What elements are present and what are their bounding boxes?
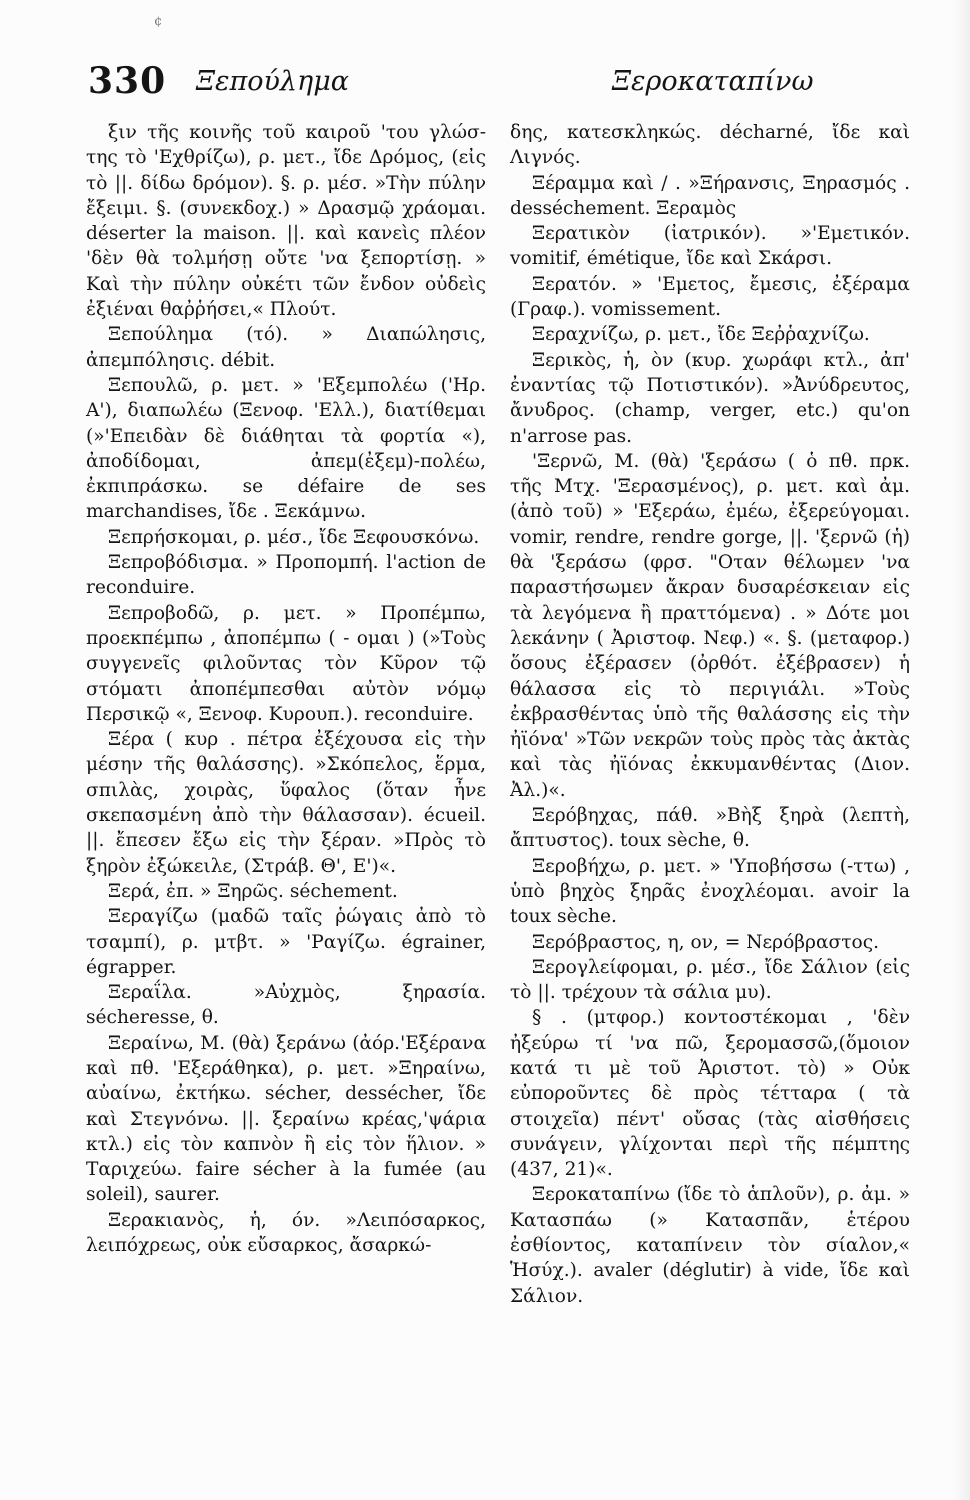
page-edge-shadow (952, 0, 970, 1500)
dictionary-entry: Ξεπούλημα (τό). » Διαπώλησις, ἀπεμπόλησις. débit. (86, 324, 486, 371)
dictionary-entry: Ξεροκαταπίνω (ἴδε τὸ ἁπλοῦν), ρ. ἀμ. » Κατασπάω (» Κατασπᾶν, ἑτέρου ἐσθίοντος, καταπίνειν τὸν σίαλον,« Ἡσύχ.). avaler (déglutir) à vide, ἴδε καὶ Σάλιον. (510, 1184, 910, 1307)
dictionary-entry: Ξερά, ἐπ. » Ξηρῶς. séchement. (108, 880, 398, 902)
dictionary-entry: Ξεπρήσκομαι, ρ. μέσ., ἴδε Ξεφουσκόνω. (108, 526, 480, 548)
dictionary-entry: Ξεπουλῶ, ρ. μετ. » 'Εξεμπολέω ('Ηρ. Α'), διαπωλέω (Ξενοφ. 'Ελλ.), διατίθεμαι (»'Επειδὰν δὲ διάθηται τὰ φορτία «), ἀποδίδομαι, ἀπεμ(ἐξεμ)-πολέω, ἐκπιπράσκω. se défaire de ses marchandises, ἴδε . Ξεκάμνω. (86, 374, 486, 523)
dictionary-entry: ξιν τῆς κοινῆς τοῦ καιροῦ 'του γλώσ-της τὸ 'Εχθρίζω), ρ. μετ., ἴδε Δρόμος, (εἰς τὸ ||. δίδω δρόμον). §. ρ. μέσ. »Τὴν πύλην ἔξειμι. §. (συνεκδοχ.) » Δρασμῷ χράομαι. déserter la maison. ||. καὶ κανεὶς πλέον 'δὲν θὰ τολμήσῃ οὔτε 'να ξεπορτίσῃ. » Καὶ τὴν πύλην οὐκέτι τῶν ἔνδον οὐδεὶς ἐξιέναι θαῤῥήσει,« Πλούτ. (86, 122, 486, 321)
dictionary-entry: Ξερογλείφομαι, ρ. μέσ., ἴδε Σάλιον (εἰς τὸ ||. τρέχουν τὰ σάλια μυ). (510, 956, 910, 1004)
page-mark: ¢ (154, 14, 163, 29)
dictionary-entry: Ξεπροβοδῶ, ρ. μετ. » Προπέμπω, προεκπέμπω , ἀποπέμπω ( - ομαι ) (»Τοὺς συγγενεῖς φιλοῦντας τὸν Κῦρον τῷ στόματι ἀποπέμπεσθαι αὐτὸν νόμῳ Περσικῷ «, Ξενοφ. Κυρουπ.). reconduire. (86, 602, 486, 725)
dictionary-entry: 'Ξερνῶ, Μ. (θὰ) 'ξεράσω ( ὁ πθ. πρκ. τῆς Μτχ. 'Ξερασμένος), ρ. μετ. καὶ ἀμ. (ἀπὸ τοῦ) » 'Εξεράω, ἐμέω, ἐξερεύγομαι. vomir, rendre, rendre gorge, ||. 'ξερνῶ (ἡ) θὰ 'ξεράσω (φρσ. "Οταν θέλωμεν 'να παραστήσωμεν ἄκραν δυσαρέσκειαν εἰς τὰ λεγόμενα ἢ πραττόμενα) . » Δότε μοι λεκάνην ( Ἀριστοφ. Νεφ.) «. §. (μεταφορ.) ὅσους ἐξέρασεν (ὀρθότ. ἐξέβρασεν) ἡ θάλασσα εἰς τὸ περιγιάλι. »Τοὺς ἐκβρασθέντας ὑπὸ τῆς θαλάσσης εἰς τὴν ἠϊόνα' »Τῶν νεκρῶν τοὺς πρὸς τὰς ἀκτὰς καὶ τὰς ἠϊόνας ἐκκυμανθέντας (Διον. Ἀλ.)«. (510, 450, 910, 801)
dictionary-entry: Ξέρα ( κυρ . πέτρα ἐξέχουσα εἰς τὴν μέσην τῆς θαλάσσης). »Σκόπελος, ἕρμα, σπιλὰς, χοιρὰς, ὕφαλος (ὅταν ἦνε σκεπασμένη ἀπὸ τὴν θάλασσαν). écueil. ||. ἔπεσεν ἔξω εἰς τὴν ξέραν. »Πρὸς τὸ ξηρὸν ἐξώκειλε, (Στράβ. Θ', Ε')«. (86, 729, 486, 877)
dictionary-entry: Ξεπροβόδισμα. » Προπομπή. l'action de reconduire. (86, 552, 486, 599)
dictionary-entry: Ξερόβηχας, πάθ. »Βὴξ ξηρὰ (λεπτὴ, ἄπτυστος). toux sèche, θ. (510, 805, 910, 852)
dictionary-entry: δης, κατεσκληκώς. décharné, ἴδε καὶ Λιγνός. (510, 122, 910, 169)
dictionary-entry: Ξερατόν. » 'Εμετος, ἔμεσις, ἐξέραμα (Γραφ.). vomissement. (510, 273, 910, 321)
dictionary-entry: Ξερικὸς, ἡ, ὸν (κυρ. χωράφι κτλ., ἀπ' ἐναντίας τῷ Ποτιστικόν). »Ἀνύδρευτος, ἄνυδρος. (champ, verger, etc.) qu'on n'arrose pas. (510, 349, 910, 447)
running-head-right: Ξεροκαταπίνω (612, 66, 814, 97)
dictionary-entry: Ξερατικὸν (ἰατρικόν). »'Εμετικόν. vomitif, émétique, ἴδε καὶ Σκάρσι. (510, 223, 910, 270)
right-column (510, 120, 910, 1309)
dictionary-entry: Ξεραΐλα. »Αὐχμὸς, ξηρασία. sécheresse, θ. (86, 982, 486, 1029)
dictionary-entry: Ξεροβήχω, ρ. μετ. » 'Υποβήσσω (-ττω) , ὑπὸ βηχὸς ξηρᾶς ἐνοχλέομαι. avoir la toux sèche. (510, 855, 910, 928)
dictionary-entry: Ξερόβραστος, η, ον, = Νερόβραστος. (532, 931, 880, 953)
dictionary-entry: Ξερακιανὸς, ἡ, όν. »Λειπόσαρκος, λειπόχρεως, οὐκ εὔσαρκος, ἄσαρκώ- (86, 1209, 486, 1257)
dictionary-entry: Ξεραίνω, Μ. (θὰ) ξεράνω (ἀόρ.'Εξέρανα καὶ πθ. 'Εξεράθηκα), ρ. μετ. »Ξηραίνω, αὐαίνω, ἐκτήκω. sécher, dessécher, ἴδε καὶ Στεγνόνω. ||. ξεραίνω κρέας,'ψάρια κτλ.) εἰς τὸν καπνὸν ἢ εἰς τὸν ἥλιον. » Ταριχεύω. faire sécher à la fumée (au soleil), saurer. (86, 1032, 486, 1206)
dictionary-entry: Ξέραμμα καὶ / . »Ξήρανσις, Ξηρασμός . desséchement. Ξεραμὸς (510, 172, 910, 219)
running-head-left: Ξεπούλημα (196, 66, 349, 97)
dictionary-entry: Ξεραχνίζω, ρ. μετ., ἴδε Ξεῤῥαχνίζω. (532, 324, 870, 346)
dictionary-entry: Ξεραγίζω (μαδῶ ταῖς ῥώγαις ἀπὸ τὸ τσαμπί), ρ. μτβτ. » 'Ραγίζω. égrainer, égrapper. (86, 906, 486, 978)
page-number: 330 (88, 60, 167, 102)
left-column (86, 120, 486, 1258)
dictionary-entry: § . (μτφορ.) κοντοστέκομαι , 'δὲν ἠξεύρω τί 'να πῶ, ξερομασσῶ,(ὅμοιον κατά τι μὲ τοῦ Ἀριστοτ. τὸ) » Οὐκ εὐποροῦντες δὲ πρὸς τέτταρα ( τὰ στοιχεῖα) πέντ' οὔσας (τὰς αἰσθήσεις συνάγειν, γλίχονται περὶ τῆς πέμπτης (437, 21)«. (510, 1007, 910, 1181)
